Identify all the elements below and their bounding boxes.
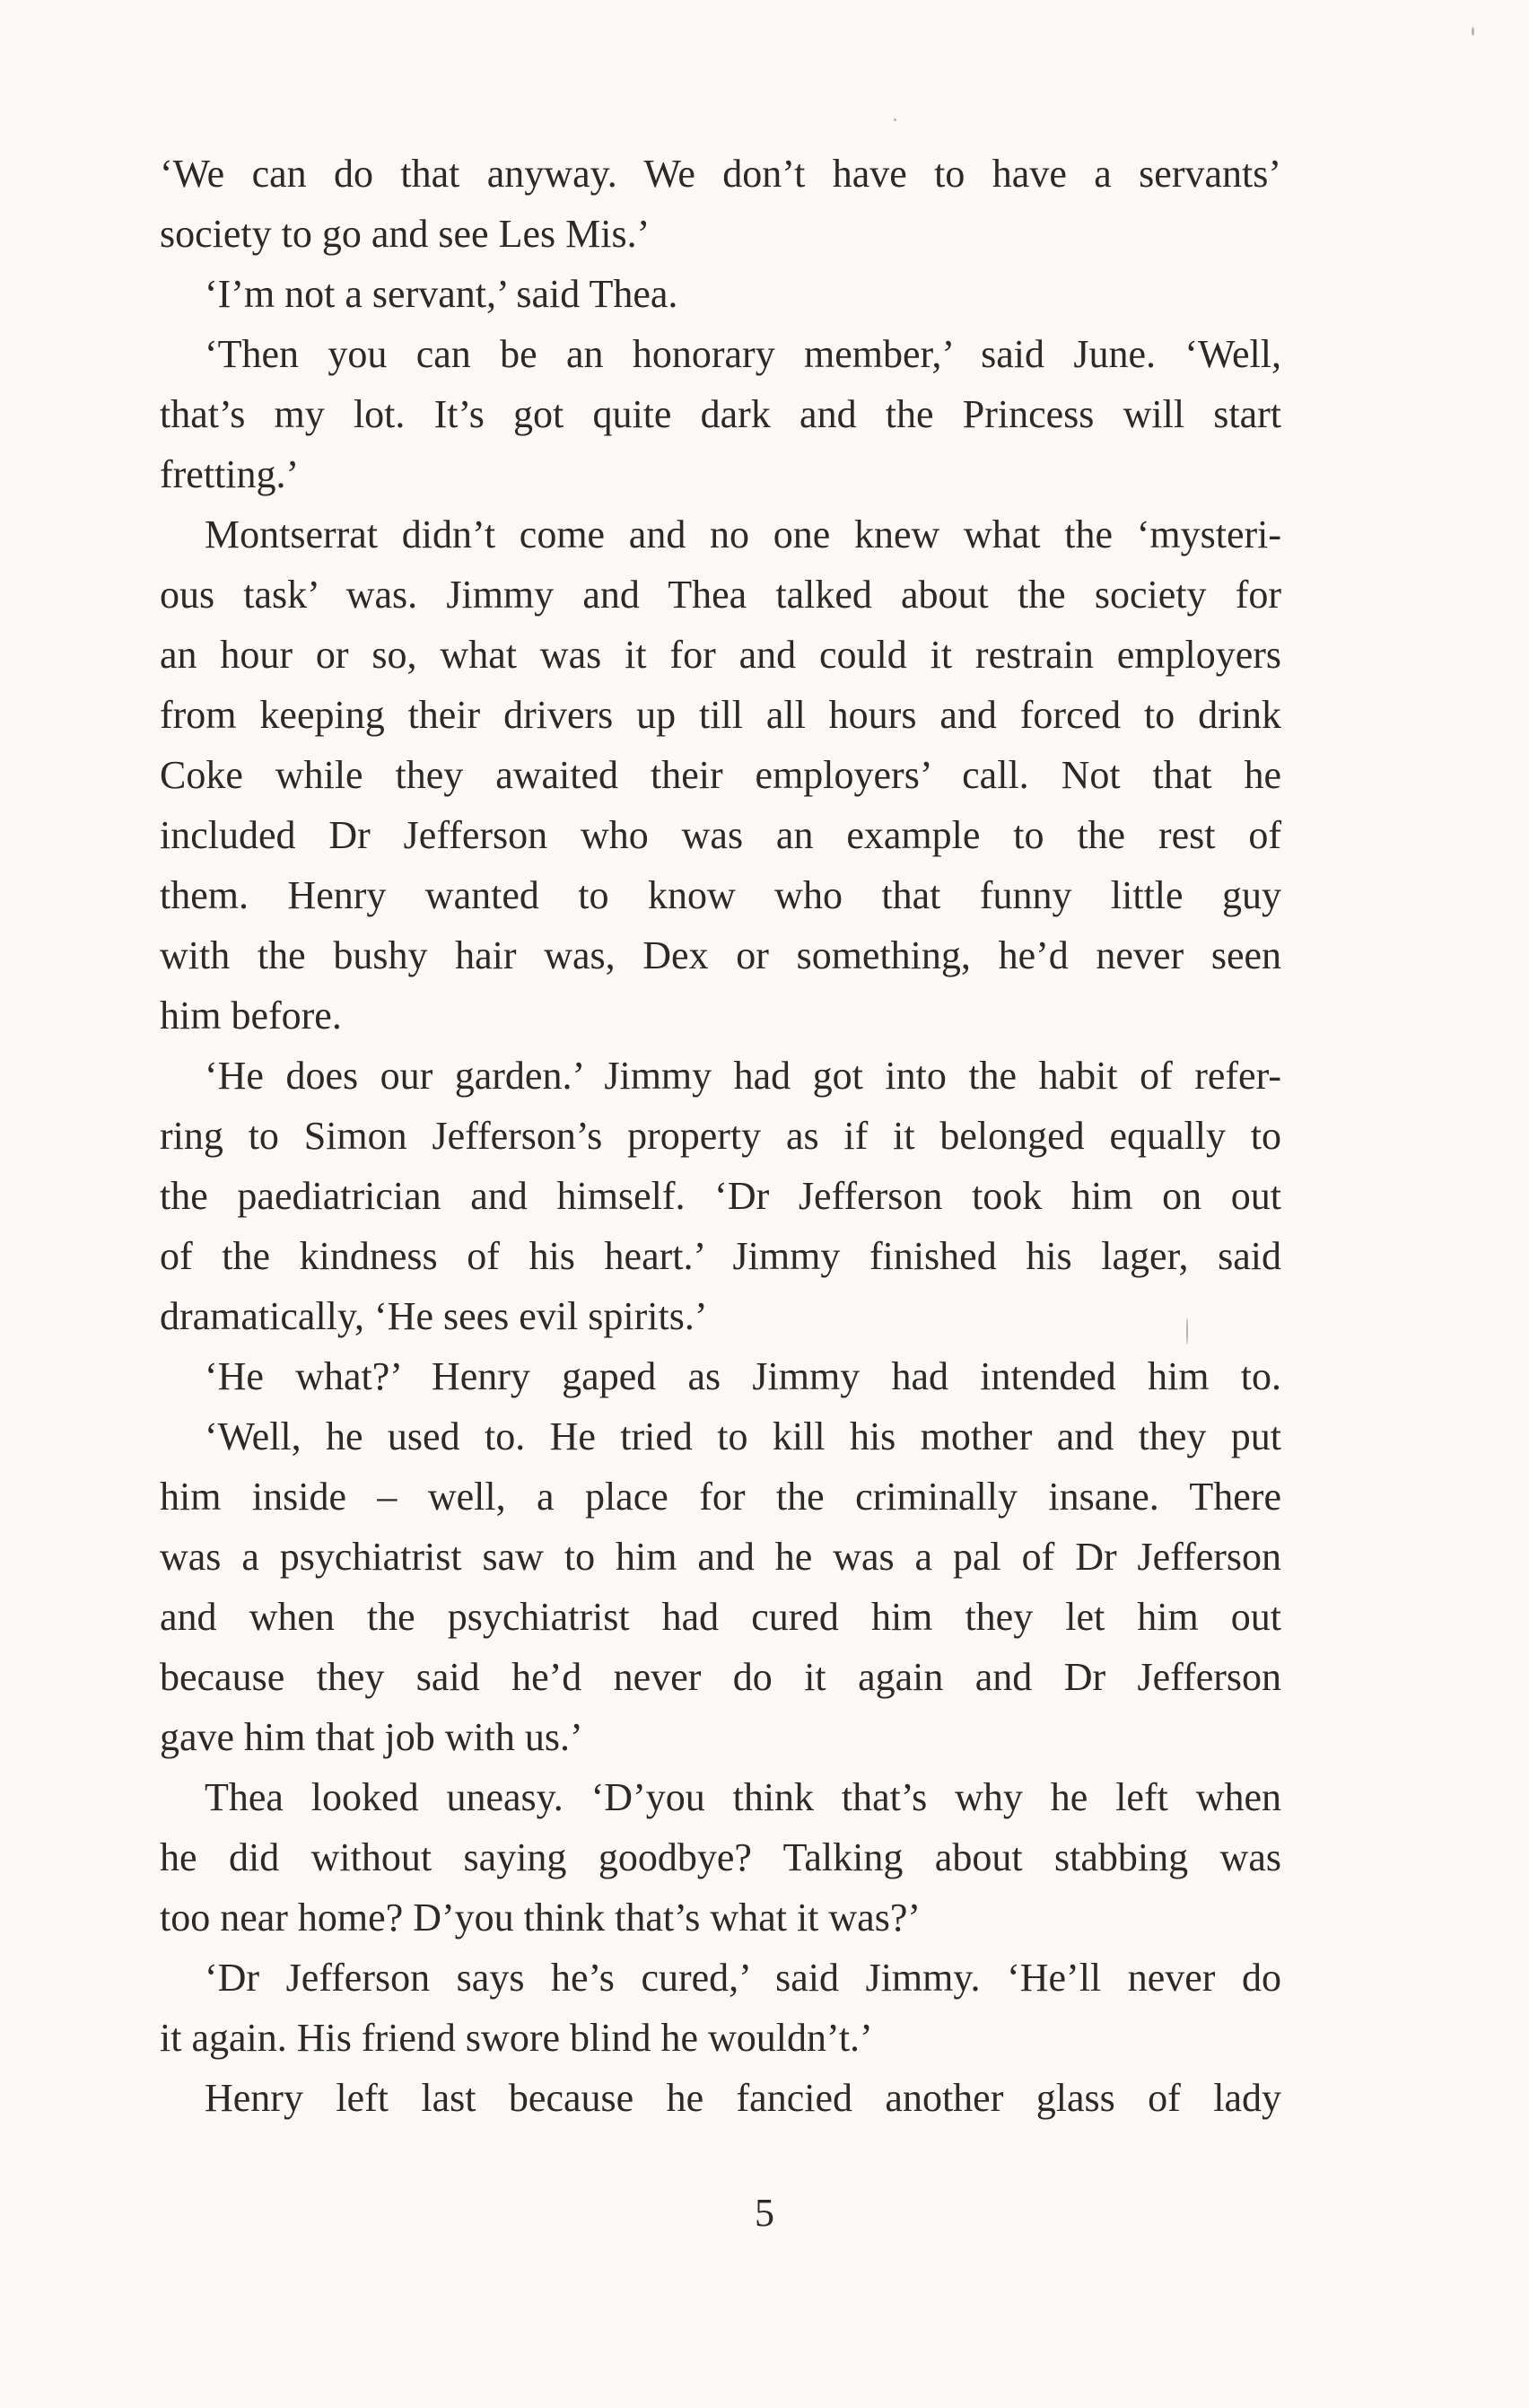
text-line: them. Henry wanted to know who that funny little guy <box>160 873 1281 917</box>
text-line: of the kindness of his heart.’ Jimmy finished his lager, said <box>160 1234 1281 1278</box>
text-line: society to go and see Les Mis.’ <box>160 212 651 256</box>
text-line: Coke while they awaited their employers’ call. Not that he <box>160 753 1281 797</box>
page-number: 5 <box>755 2191 774 2235</box>
text-line: ‘He does our garden.’ Jimmy had got into the habit of refer- <box>205 1054 1281 1098</box>
text-line: him inside – well, a place for the criminally insane. There <box>160 1475 1281 1519</box>
text-line: because they said he’d never do it again and Dr Jefferson <box>160 1655 1281 1699</box>
text-line: Henry left last because he fancied another glass of lady <box>205 2076 1281 2120</box>
text-line: Thea looked uneasy. ‘D’you think that’s why he left when <box>205 1775 1281 1819</box>
text-line: it again. His friend swore blind he wouldn’t.’ <box>160 2016 873 2060</box>
text-line: included Dr Jefferson who was an example to the rest of <box>160 813 1281 857</box>
paper-speck <box>894 118 896 121</box>
text-line: him before. <box>160 994 342 1038</box>
text-line: dramatically, ‘He sees evil spirits.’ <box>160 1294 708 1338</box>
text-line: ring to Simon Jefferson’s property as if it belonged equally to <box>160 1114 1281 1158</box>
text-line: was a psychiatrist saw to him and he was a pal of Dr Jefferson <box>160 1535 1281 1579</box>
text-line: an hour or so, what was it for and could it restrain employers <box>160 633 1281 677</box>
text-line: gave him that job with us.’ <box>160 1715 583 1759</box>
text-line: fretting.’ <box>160 452 300 496</box>
text-line: ‘Well, he used to. He tried to kill his mother and they put <box>205 1414 1281 1458</box>
text-line: ‘Then you can be an honorary member,’ said June. ‘Well, <box>205 332 1281 376</box>
text-line: and when the psychiatrist had cured him they let him out <box>160 1595 1281 1639</box>
paper-speck <box>1472 27 1474 36</box>
text-line: ous task’ was. Jimmy and Thea talked about the society for <box>160 573 1281 617</box>
text-line: the paediatrician and himself. ‘Dr Jefferson took him on out <box>160 1174 1281 1218</box>
text-line: Montserrat didn’t come and no one knew what the ‘mysteri- <box>205 512 1281 556</box>
text-line: from keeping their drivers up till all hours and forced to drink <box>160 693 1281 737</box>
text-line: ‘Dr Jefferson says he’s cured,’ said Jimmy. ‘He’ll never do <box>205 1956 1281 2000</box>
text-line: too near home? D’you think that’s what it was?’ <box>160 1896 922 1940</box>
text-line: ‘We can do that anyway. We don’t have to have a servants’ <box>160 152 1281 196</box>
paper-speck <box>1186 1318 1188 1344</box>
text-line: ‘He what?’ Henry gaped as Jimmy had intended him to. <box>205 1354 1281 1398</box>
text-line: with the bushy hair was, Dex or something, he’d never seen <box>160 933 1281 977</box>
text-line: he did without saying goodbye? Talking about stabbing was <box>160 1835 1281 1879</box>
text-line: that’s my lot. It’s got quite dark and the Princess will start <box>160 392 1281 436</box>
text-line: ‘I’m not a servant,’ said Thea. <box>205 272 678 316</box>
